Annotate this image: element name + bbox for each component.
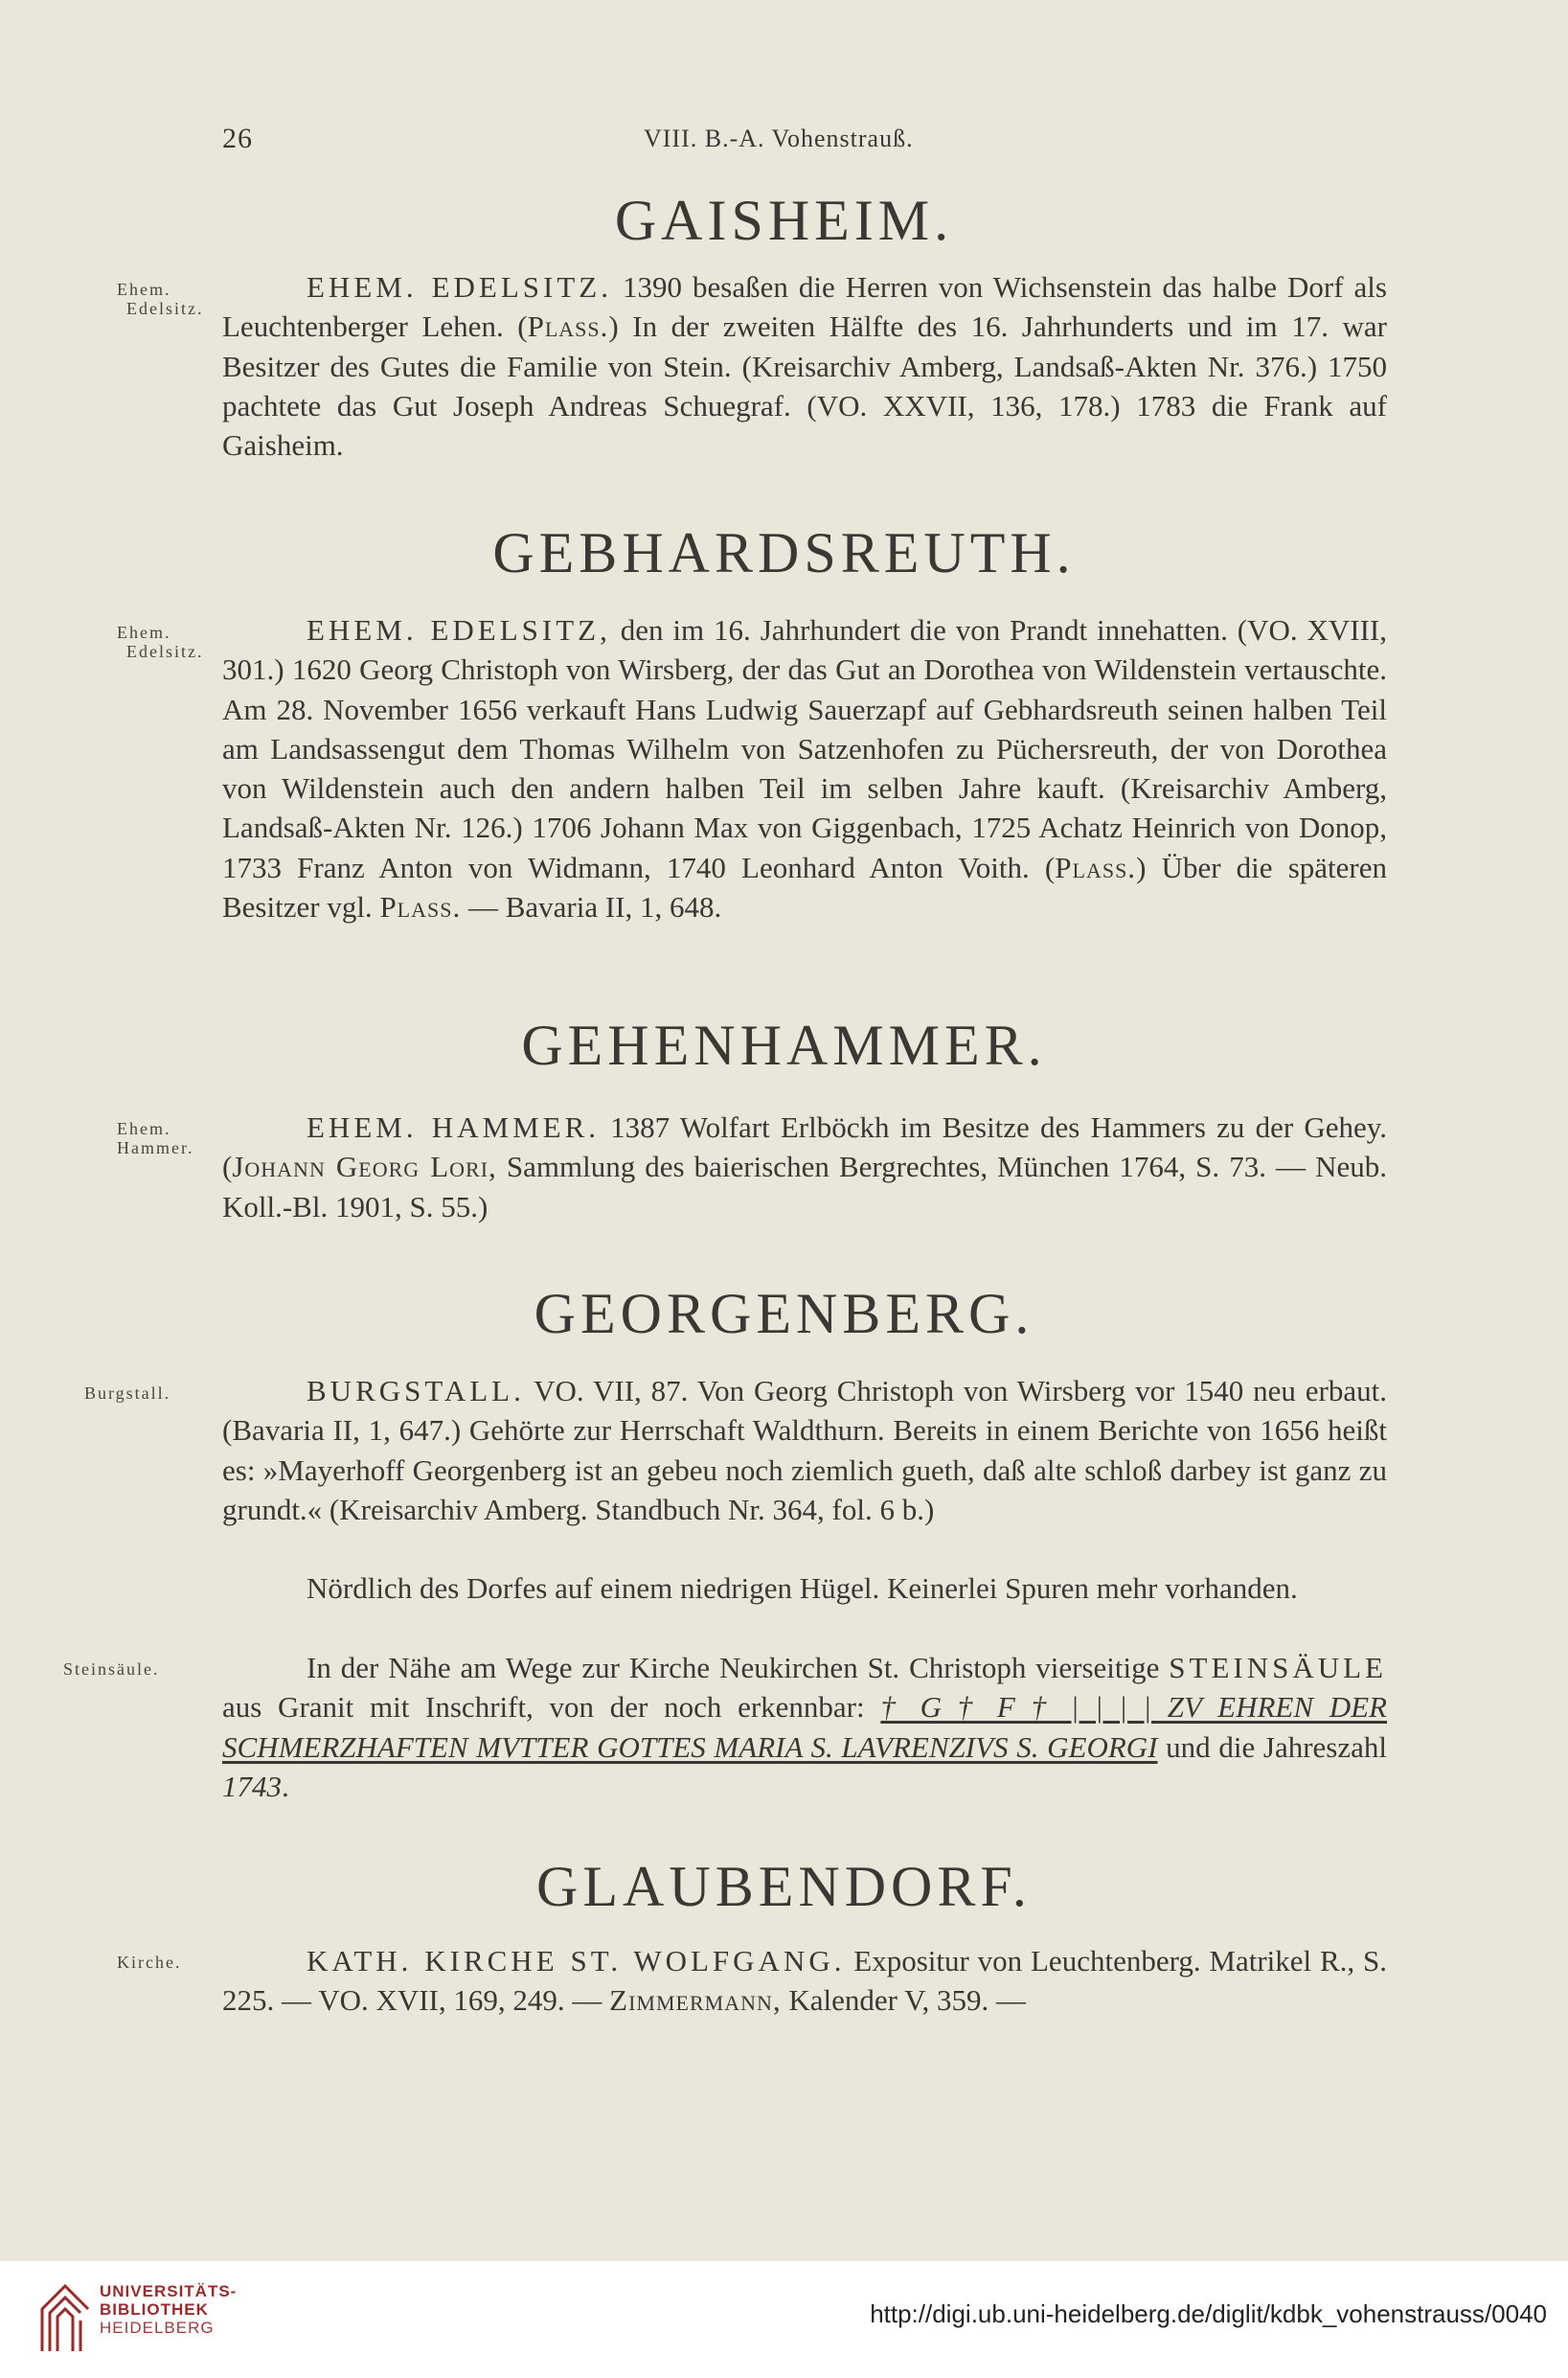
paragraph-gaisheim: EHEM. EDELSITZ. 1390 besaßen die Herren von Wichsenstein das halbe Dorf als Leuchtenberger Lehen. (Plass.) In der zweiten Hälfte des 16. Jahrhunderts und im 17. war Besitzer des Gutes die Familie von Stein. (Kreisarchiv Amberg, Landsaß-Akten Nr. 376.) 1750 pachtete das Gut Joseph Andreas Schuegraf. (VO. XXVII, 136, 178.) 1783 die Frank auf Gaisheim. bbox=[222, 270, 1387, 463]
margin-note-kirche: Kirche. bbox=[117, 1953, 182, 1972]
section-title-gaisheim: GAISHEIM. bbox=[614, 189, 954, 252]
margin-note-gehenhammer: Ehem. Hammer. bbox=[117, 1119, 194, 1157]
inscription-text: † G † F † | | | | ZV EHREN DER SCHMERZHAFTEN MVTTER GOTTES MARIA S. LAVRENZIVS S. GEORGI bbox=[222, 1690, 1387, 1764]
running-title: VIII. B.-A. Vohenstrauß. bbox=[644, 125, 914, 152]
section-title-gebhardsreuth: GEBHARDSREUTH. bbox=[492, 521, 1076, 584]
paragraph-glaubendorf: KATH. KIRCHE ST. WOLFGANG. Expositur von Leuchtenberg. Matrikel R., S. 225. — VO. XVII, 169, 249. — Zimmermann, Kalender V, 359. — bbox=[222, 1944, 1387, 2018]
paragraph-georgenberg-burgstall: BURGSTALL. VO. VII, 87. Von Georg Christoph von Wirsberg vor 1540 neu erbaut. (Bavaria II, 1, 647.) Gehörte zur Herrschaft Waldthurn. Bereits in einem Berichte von 1656 heißt es: »Mayerhoff Georgenberg ist an gebeu noch ziemlich gueth, daß alte schloß darbey ist ganz zu grundt.« (Kreisarchiv Amberg. Standbuch Nr. 364, fol. 6 b.) bbox=[222, 1374, 1387, 1526]
paragraph-georgenberg-steinsaeule: In der Nähe am Wege zur Kirche Neukirchen St. Christoph vierseitige STEINSÄULE aus Granit mit Inschrift, von der noch erkennbar: † G † F † | | | | ZV EHREN DER SCHMERZHAFTEN MVTTER GOTTES MARIA S. LAVRENZIVS S. GEORGI und die Jahreszahl 1743. bbox=[222, 1651, 1387, 1803]
section-title-gehenhammer: GEHENHAMMER. bbox=[521, 1014, 1047, 1077]
section-title-georgenberg: GEORGENBERG. bbox=[534, 1282, 1034, 1345]
section-title-glaubendorf: GLAUBENDORF. bbox=[536, 1855, 1032, 1918]
margin-note-gebhardsreuth: Ehem. Edelsitz. bbox=[117, 623, 204, 661]
university-library-logo-icon bbox=[36, 2276, 94, 2355]
margin-note-burgstall: Burgstall. bbox=[84, 1383, 171, 1403]
page-header bbox=[0, 123, 1568, 161]
viewer-footer bbox=[0, 2261, 1568, 2378]
paragraph-georgenberg-hill: Nördlich des Dorfes auf einem niedrigen Hügel. Keinerlei Spuren mehr vorhanden. bbox=[307, 1571, 1298, 1605]
library-name: UNIVERSITÄTS- BIBLIOTHEK HEIDELBERG bbox=[100, 2282, 238, 2337]
paragraph-gehenhammer: EHEM. HAMMER. 1387 Wolfart Erlböckh im Besitze des Hammers zu der Gehey. (Johann Georg Lori, Sammlung des baierischen Bergrechtes, München 1764, S. 73. — Neub. Koll.-Bl. 1901, S. 55.) bbox=[222, 1110, 1387, 1223]
margin-note-gaisheim: Ehem. Edelsitz. bbox=[117, 280, 204, 318]
source-url-link[interactable]: http://digi.ub.uni-heidelberg.de/diglit/kdbk_vohenstrauss/0040 bbox=[870, 2299, 1547, 2328]
page-number: 26 bbox=[222, 123, 253, 154]
paragraph-gebhardsreuth: EHEM. EDELSITZ, den im 16. Jahrhundert die von Prandt innehatten. (VO. XVIII, 301.) 1620 Georg Christoph von Wirsberg, der das Gut an Dorothea von Wildenstein vertauschte. Am 28. November 1656 verkauft Hans Ludwig Sauerzapf auf Gebhardsreuth seinen halben Teil am Landsassengut dem Thomas Wilhelm von Satzenhofen zu Püchersreuth, der von Dorothea von Wildenstein auch den andern halben Teil im selben Jahre kauft. (Kreisarchiv Amberg, Landsaß-Akten Nr. 126.) 1706 Johann Max von Giggenbach, 1725 Achatz Heinrich von Donop, 1733 Franz Anton von Widmann, 1740 Leonhard Anton Voith. (Plass.) Über die späteren Besitzer vgl. Plass. — Bavaria II, 1, 648. bbox=[222, 613, 1388, 925]
margin-note-steinsaeule: Steinsäule. bbox=[63, 1659, 160, 1679]
